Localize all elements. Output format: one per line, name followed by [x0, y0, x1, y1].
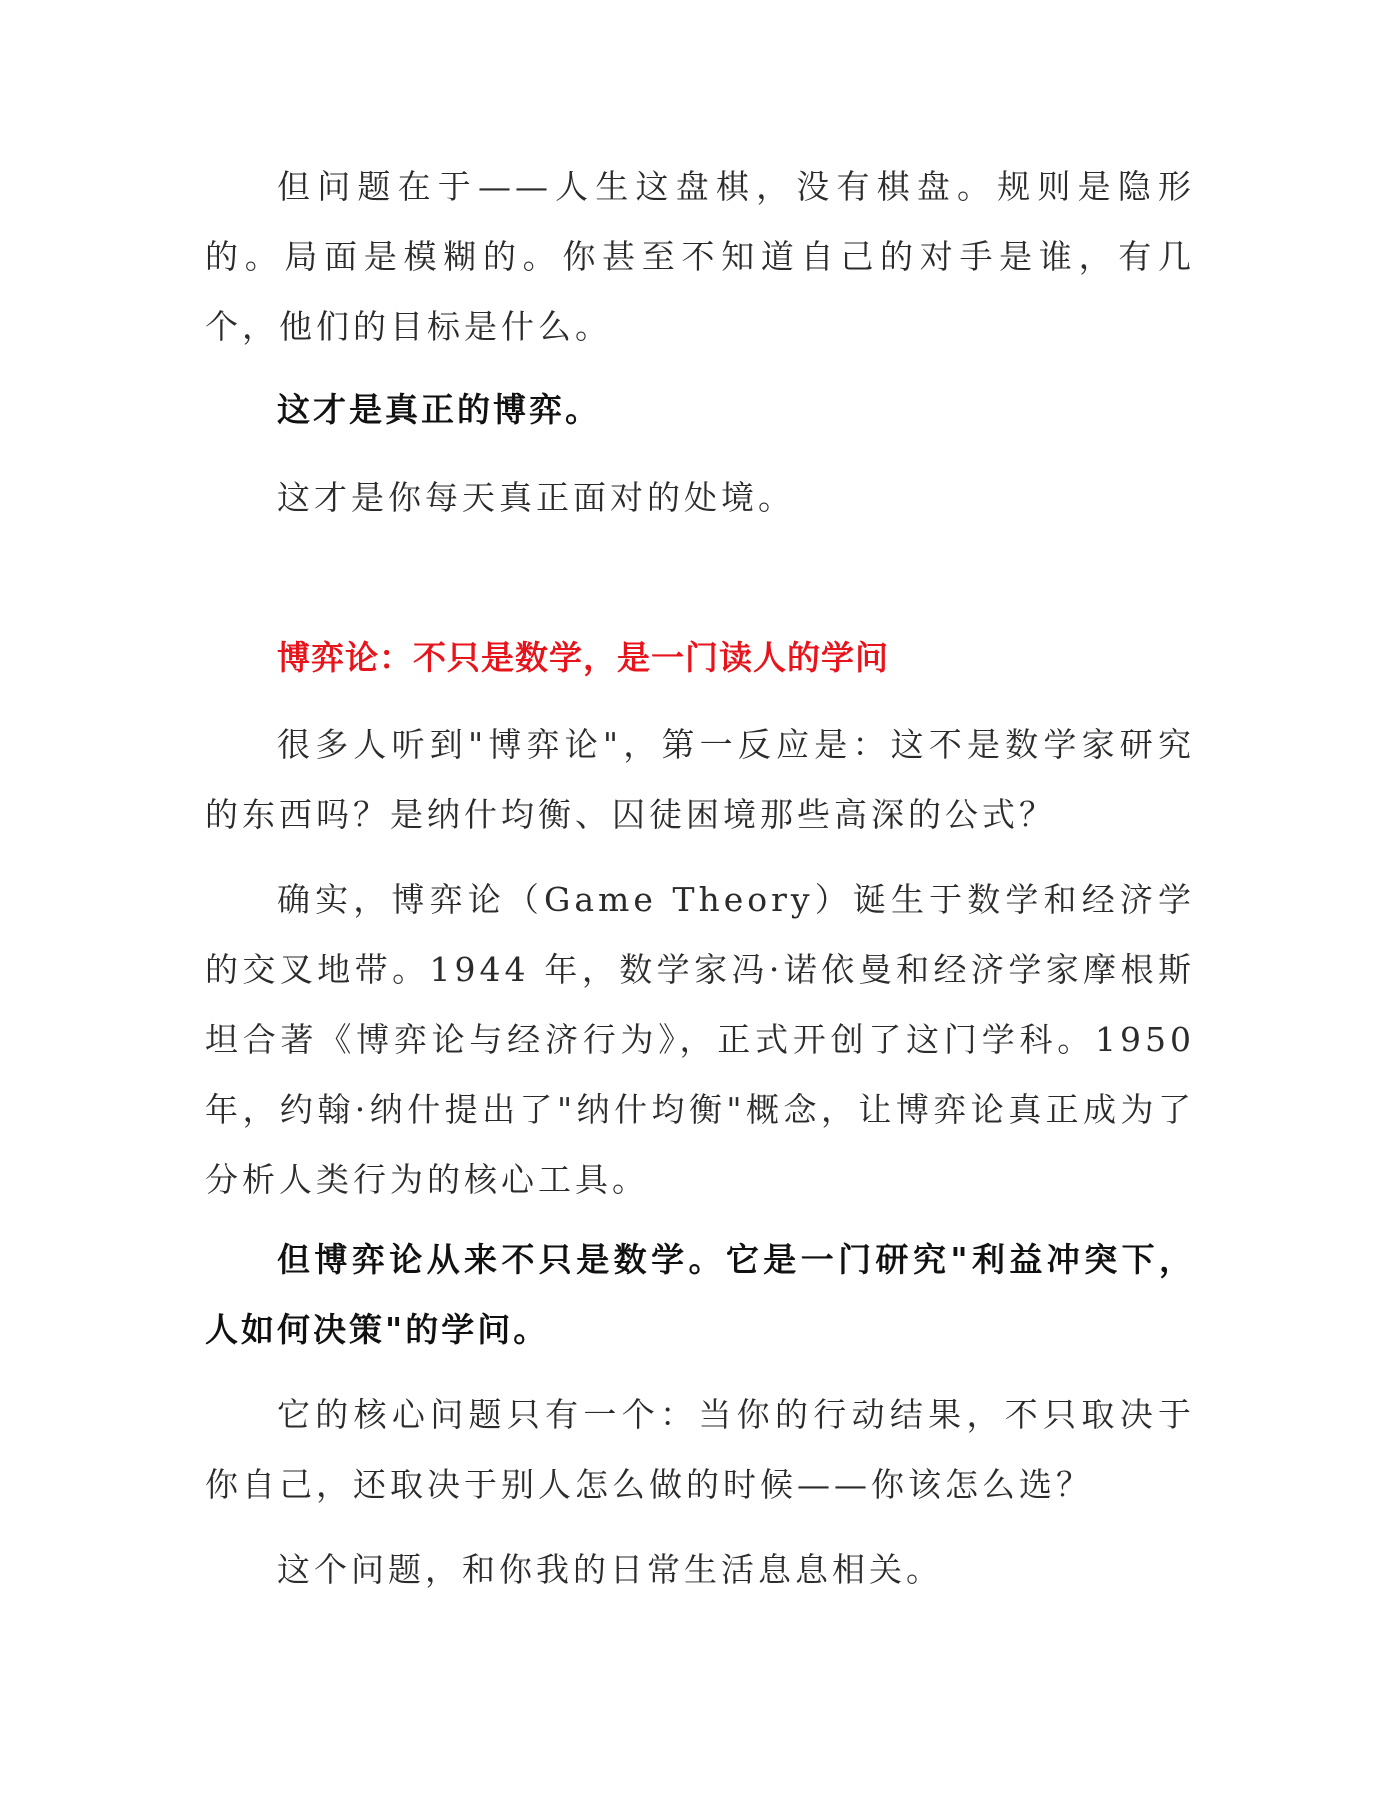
paragraph-chessboard: 但问题在于——人生这盘棋，没有棋盘。规则是隐形的。局面是模糊的。你甚至不知道自己的对手是谁，有几个，他们的目标是什么。	[205, 167, 1195, 346]
paragraph-first-reaction: 很多人听到"博弈论"，第一反应是：这不是数学家研究的东西吗？是纳什均衡、囚徒困境那些高深的公式？	[205, 725, 1195, 834]
paragraph-core-question: 它的核心问题只有一个：当你的行动结果，不只取决于你自己，还取决于别人怎么做的时候——你该怎么选？	[205, 1395, 1195, 1504]
paragraph-daily-life: 这个问题，和你我的日常生活息息相关。	[277, 1550, 943, 1589]
paragraph-daily-situation: 这才是你每天真正面对的处境。	[277, 478, 795, 517]
paragraph-history: 确实，博弈论（Game Theory）诞生于数学和经济学的交叉地带。1944 年，数学家冯·诺依曼和经济学家摩根斯坦合著《博弈论与经济行为》，正式开创了这门学科。1950 年，约翰·纳什提出了"纳什均衡"概念，让博弈论真正成为了分析人类行为的核心工具。	[205, 880, 1195, 1199]
paragraph-real-game-bold: 这才是真正的博弈。	[277, 390, 601, 429]
section-heading: 博弈论：不只是数学，是一门读人的学问	[277, 638, 889, 677]
paragraph-not-only-math-bold: 但博弈论从来不只是数学。它是一门研究"利益冲突下，人如何决策"的学问。	[205, 1240, 1195, 1349]
